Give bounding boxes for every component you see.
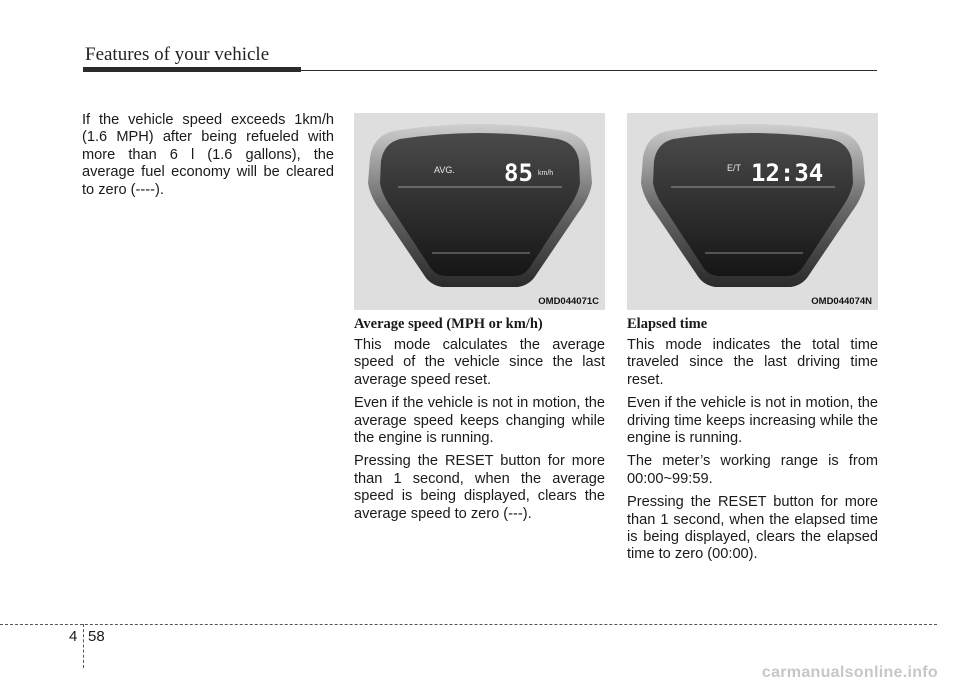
section-paragraph: Even if the vehicle is not in motion, the average speed keeps changing while the engine is running. [354,395,605,447]
header-rule [301,70,877,71]
section-paragraph: Pressing the RESET button for more than 1 second, when the average speed is being displayed, clears the average speed to zero (---). [354,453,605,522]
page-chapter: 4 [69,628,78,645]
watermark: carmanualsonline.info [761,664,938,681]
cluster-display-illustration [354,113,605,310]
section-average-speed [354,316,605,529]
section-paragraph: The meter’s working range is from 00:00~99:59. [627,453,878,487]
section-heading: Average speed (MPH or km/h) [354,316,543,332]
section-elapsed-time [627,316,878,570]
display-value: 12:34 [751,159,824,187]
header-bar [83,67,301,72]
display-mode-label: AVG. [434,165,455,175]
display-mode-label: E/T [727,163,742,173]
figure-average-speed [354,113,605,310]
page-title: Features of your vehicle [85,44,270,65]
section-paragraph: Even if the vehicle is not in motion, the driving time keeps increasing while the engine is running. [627,395,878,447]
section-paragraph: This mode calculates the average speed of the vehicle since the last average speed reset. [354,337,605,388]
section-paragraph: Pressing the RESET button for more than 1 second, when the elapsed time is being displayed, clears the elapsed time to zero (00:00). [627,494,878,563]
footer-rule [0,624,937,625]
section-paragraph: This mode indicates the total time traveled since the last driving time reset. [627,337,878,388]
page-number: 58 [88,628,105,645]
intro-paragraph: If the vehicle speed exceeds 1km/h (1.6 MPH) after being refueled with more than 6 l (1.6 gallons), the average fuel economy will be cleared to zero (----). [82,112,334,198]
cluster-display-illustration [627,113,878,310]
figure-code: OMD044071C [538,296,599,307]
section-heading: Elapsed time [627,316,708,332]
figure-elapsed-time [627,113,878,310]
display-unit: km/h [538,170,554,177]
figure-code: OMD044074N [811,296,872,307]
display-value: 85 [504,159,533,187]
footer-divider [83,624,84,668]
